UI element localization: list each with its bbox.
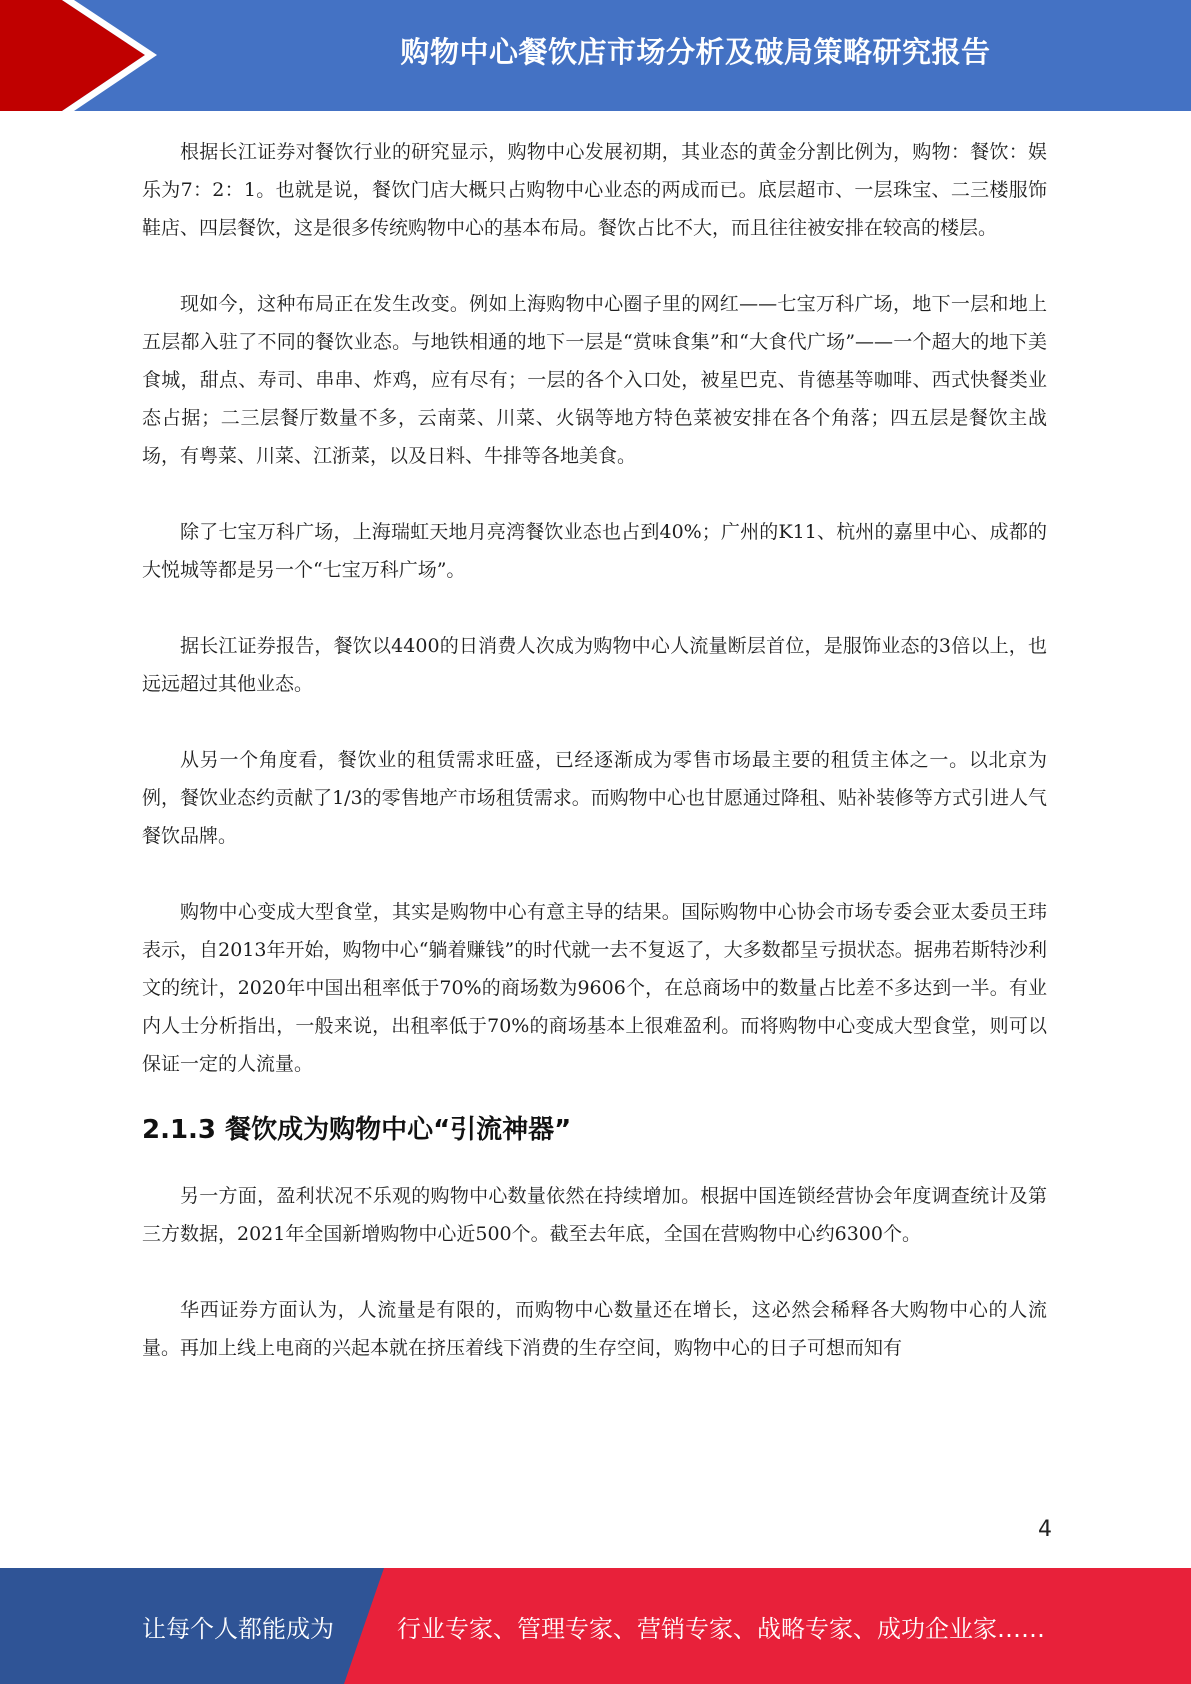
header-title: 购物中心餐饮店市场分析及破局策略研究报告 bbox=[400, 34, 991, 69]
page-header bbox=[0, 0, 1191, 111]
document-body bbox=[142, 133, 1047, 1367]
page-number: 4 bbox=[1038, 1517, 1052, 1542]
paragraph-6: 购物中心变成大型食堂，其实是购物中心有意主导的结果。国际购物中心协会市场专委会亚太委员王玮表示，自2013年开始，购物中心“躺着赚钱”的时代就一去不复返了，大多数都呈亏损状态。据弗若斯特沙利文的统计，2020年中国出租率低于70%的商场数为9606个，在总商场中的数量占比差不多达到一半。有业内人士分析指出，一般来说，出租率低于70%的商场基本上很难盈利。而将购物中心变成大型食堂，则可以保证一定的人流量。 bbox=[142, 901, 1047, 1075]
footer-slogan-right: 行业专家、管理专家、营销专家、战略专家、成功企业家…… bbox=[397, 1614, 1045, 1643]
paragraph-7: 另一方面，盈利状况不乐观的购物中心数量依然在持续增加。根据中国连锁经营协会年度调查统计及第三方数据，2021年全国新增购物中心近500个。截至去年底，全国在营购物中心约6300个。 bbox=[142, 1185, 1047, 1245]
paragraph-4: 据长江证券报告，餐饮以4400的日消费人次成为购物中心人流量断层首位，是服饰业态的3倍以上，也远远超过其他业态。 bbox=[142, 635, 1047, 695]
paragraph-5: 从另一个角度看，餐饮业的租赁需求旺盛，已经逐渐成为零售市场最主要的租赁主体之一。以北京为例，餐饮业态约贡献了1/3的零售地产市场租赁需求。而购物中心也甘愿通过降租、贴补装修等方式引进人气餐饮品牌。 bbox=[142, 749, 1047, 847]
footer-slogan-left: 让每个人都能成为 bbox=[142, 1614, 334, 1643]
paragraph-8: 华西证券方面认为，人流量是有限的，而购物中心数量还在增长，这必然会稀释各大购物中心的人流量。再加上线上电商的兴起本就在挤压着线下消费的生存空间，购物中心的日子可想而知有 bbox=[142, 1299, 1047, 1359]
paragraph-3: 除了七宝万科广场，上海瑞虹天地月亮湾餐饮业态也占到40%；广州的K11、杭州的嘉里中心、成都的大悦城等都是另一个“七宝万科广场”。 bbox=[142, 521, 1047, 581]
paragraph-1: 根据长江证券对餐饮行业的研究显示，购物中心发展初期，其业态的黄金分割比例为，购物：餐饮：娱乐为7：2：1。也就是说，餐饮门店大概只占购物中心业态的两成而已。底层超市、一层珠宝、二三楼服饰鞋店、四层餐饮，这是很多传统购物中心的基本布局。餐饮占比不大，而且往往被安排在较高的楼层。 bbox=[142, 141, 1047, 239]
page-footer bbox=[0, 1568, 1191, 1684]
paragraph-2: 现如今，这种布局正在发生改变。例如上海购物中心圈子里的网红——七宝万科广场，地下一层和地上五层都入驻了不同的餐饮业态。与地铁相通的地下一层是“赏味食集”和“大食代广场”——一个超大的地下美食城，甜点、寿司、串串、炸鸡，应有尽有；一层的各个入口处，被星巴克、肯德基等咖啡、西式快餐类业态占据；二三层餐厅数量不多，云南菜、川菜、火锅等地方特色菜被安排在各个角落；四五层是餐饮主战场，有粤菜、川菜、江浙菜，以及日料、牛排等各地美食。 bbox=[142, 293, 1047, 467]
section-heading: 2.1.3 餐饮成为购物中心“引流神器” bbox=[142, 1115, 572, 1145]
